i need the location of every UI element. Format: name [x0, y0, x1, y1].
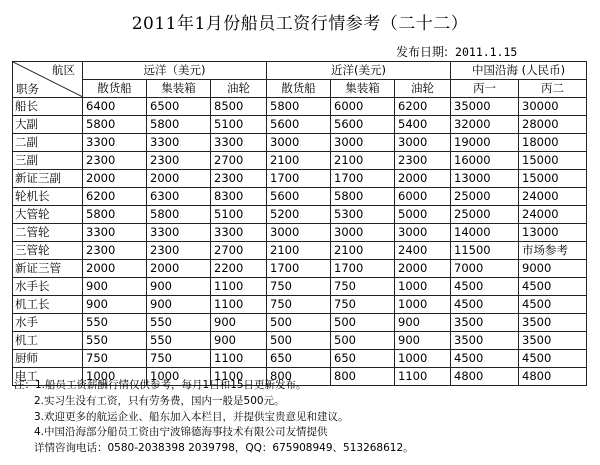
- wage-cell: 2300: [83, 242, 147, 260]
- wage-cell: 3300: [211, 224, 267, 242]
- wage-cell: 1100: [211, 278, 267, 296]
- wage-cell: 2000: [395, 170, 451, 188]
- wage-cell: 3000: [331, 224, 395, 242]
- row-position-label: 轮机长: [13, 188, 83, 206]
- subcolumn-header: 丙二: [519, 80, 587, 98]
- wage-cell: 2700: [211, 152, 267, 170]
- wage-cell: 5800: [147, 116, 211, 134]
- wage-cell: 500: [331, 314, 395, 332]
- table-row: [13, 134, 587, 152]
- row-position-label: 机工长: [13, 296, 83, 314]
- subcolumn-header: 集装箱: [147, 80, 211, 98]
- wage-cell: 900: [395, 314, 451, 332]
- wage-cell: 25000: [451, 206, 519, 224]
- wage-cell: 800: [331, 368, 395, 386]
- wage-cell: 3300: [211, 134, 267, 152]
- wage-cell: 5000: [395, 206, 451, 224]
- wage-cell: 1000: [395, 296, 451, 314]
- wage-table-body: [13, 98, 587, 386]
- wage-cell: 7000: [451, 260, 519, 278]
- publish-date-label: 发布日期:: [396, 45, 449, 59]
- page-title: 2011年1月份船员工资行情参考（二十二）: [131, 14, 469, 34]
- table-row: [13, 242, 587, 260]
- row-position-label: 新证三副: [13, 170, 83, 188]
- row-position-label: 三副: [13, 152, 83, 170]
- wage-cell: 2300: [83, 152, 147, 170]
- table-row: [13, 224, 587, 242]
- wage-cell: 5100: [211, 206, 267, 224]
- wage-cell: 2300: [211, 170, 267, 188]
- wage-cell: 3000: [395, 134, 451, 152]
- wage-cell: 6300: [147, 188, 211, 206]
- wage-cell: 500: [331, 332, 395, 350]
- table-row: [13, 296, 587, 314]
- row-position-label: 大管轮: [13, 206, 83, 224]
- wage-cell: 900: [147, 278, 211, 296]
- note-line: 3.欢迎更多的航运企业、船东加入本栏目，并提供宝贵意见和建议。: [34, 410, 349, 423]
- note-line: 注：1.船员工资薪酬行情仅供参考，每月1日和15日更新发布。: [14, 379, 307, 391]
- subcolumn-header: 集装箱: [331, 80, 395, 98]
- row-position-label: 三管轮: [13, 242, 83, 260]
- wage-cell: 32000: [451, 116, 519, 134]
- group-header-ocean: 远洋（美元): [83, 62, 267, 80]
- wage-cell: 750: [331, 296, 395, 314]
- group-header-nearsea: 近洋(美元): [267, 62, 451, 80]
- wage-cell: 4500: [519, 350, 587, 368]
- wage-cell: 2000: [83, 170, 147, 188]
- wage-cell: 3500: [451, 332, 519, 350]
- wage-cell: 2000: [395, 260, 451, 278]
- wage-cell: 5200: [267, 206, 331, 224]
- table-row: [13, 170, 587, 188]
- note-line: 详情咨询电话：0580-2038398 2039798，QQ：675908949、513268612。: [34, 442, 414, 455]
- wage-cell: 3000: [395, 224, 451, 242]
- table-row: [13, 314, 587, 332]
- wage-cell: 3000: [331, 134, 395, 152]
- wage-cell: 5300: [331, 206, 395, 224]
- wage-cell: 3300: [83, 224, 147, 242]
- wage-cell: 16000: [451, 152, 519, 170]
- wage-cell: 3500: [519, 332, 587, 350]
- wage-cell: 6400: [83, 98, 147, 116]
- wage-table: [12, 61, 587, 386]
- table-row: [13, 98, 587, 116]
- wage-cell: 2200: [211, 260, 267, 278]
- wage-cell: 4800: [451, 368, 519, 386]
- wage-cell: 750: [147, 350, 211, 368]
- wage-cell: 15000: [519, 152, 587, 170]
- wage-cell: 2300: [395, 152, 451, 170]
- table-row: [13, 206, 587, 224]
- wage-cell: 750: [267, 296, 331, 314]
- notes-section: [14, 378, 594, 457]
- wage-cell: 650: [331, 350, 395, 368]
- table-row: [13, 260, 587, 278]
- row-position-label: 电工: [13, 368, 83, 386]
- wage-cell: 8300: [211, 188, 267, 206]
- wage-cell: 4500: [519, 278, 587, 296]
- wage-cell: 4500: [519, 296, 587, 314]
- wage-cell: 19000: [451, 134, 519, 152]
- wage-cell: 5600: [267, 188, 331, 206]
- wage-cell: 550: [147, 314, 211, 332]
- subcolumn-header: 散货船: [267, 80, 331, 98]
- publish-date: [396, 43, 517, 60]
- group-header-row: [13, 62, 587, 80]
- subcolumn-header-row: [13, 80, 587, 98]
- publish-date-value: 2011.1.15: [455, 45, 518, 59]
- wage-cell: 1100: [211, 368, 267, 386]
- wage-cell: 500: [267, 314, 331, 332]
- wage-cell: 3000: [267, 224, 331, 242]
- corner-header: [13, 62, 83, 98]
- row-position-label: 船长: [13, 98, 83, 116]
- wage-cell: 3300: [83, 134, 147, 152]
- wage-cell: 2300: [147, 152, 211, 170]
- wage-cell: 18000: [519, 134, 587, 152]
- wage-cell: 24000: [519, 206, 587, 224]
- wage-cell: 750: [331, 278, 395, 296]
- wage-cell: 15000: [519, 170, 587, 188]
- wage-cell: 2100: [267, 152, 331, 170]
- wage-cell: 2100: [331, 242, 395, 260]
- wage-cell: 3300: [147, 134, 211, 152]
- wage-cell: 13000: [519, 224, 587, 242]
- wage-cell: 9000: [519, 260, 587, 278]
- table-row: [13, 116, 587, 134]
- wage-cell: 1100: [211, 350, 267, 368]
- wage-cell: 3500: [519, 314, 587, 332]
- row-position-label: 厨师: [13, 350, 83, 368]
- row-position-label: 水手长: [13, 278, 83, 296]
- wage-cell: 5800: [147, 206, 211, 224]
- table-row: [13, 350, 587, 368]
- wage-cell: 6000: [331, 98, 395, 116]
- subcolumn-header: 散货船: [83, 80, 147, 98]
- wage-cell: 650: [267, 350, 331, 368]
- wage-cell: 11500: [451, 242, 519, 260]
- wage-cell: 2000: [147, 170, 211, 188]
- wage-cell: 1100: [395, 368, 451, 386]
- subcolumn-header: 油轮: [211, 80, 267, 98]
- wage-cell: 35000: [451, 98, 519, 116]
- wage-cell: 5100: [211, 116, 267, 134]
- table-row: [13, 278, 587, 296]
- wage-cell: 2100: [331, 152, 395, 170]
- wage-cell: 3500: [451, 314, 519, 332]
- wage-cell: 6000: [395, 188, 451, 206]
- wage-cell: 900: [211, 332, 267, 350]
- wage-cell: 30000: [519, 98, 587, 116]
- wage-cell: 25000: [451, 188, 519, 206]
- wage-cell: 2000: [147, 260, 211, 278]
- wage-cell: 5600: [331, 116, 395, 134]
- corner-position-label: 职务: [16, 82, 39, 96]
- wage-cell: 2300: [147, 242, 211, 260]
- wage-cell: 1000: [83, 368, 147, 386]
- wage-cell: 500: [267, 332, 331, 350]
- row-position-label: 新证三管: [13, 260, 83, 278]
- row-position-label: 水手: [13, 314, 83, 332]
- wage-cell: 750: [83, 350, 147, 368]
- wage-cell: 4500: [451, 350, 519, 368]
- subcolumn-header: 丙一: [451, 80, 519, 98]
- wage-cell: 5400: [395, 116, 451, 134]
- wage-cell: 550: [83, 332, 147, 350]
- wage-cell: 5800: [331, 188, 395, 206]
- wage-cell: 4500: [451, 278, 519, 296]
- row-position-label: 二副: [13, 134, 83, 152]
- wage-cell: 900: [83, 278, 147, 296]
- wage-cell: 市场参考: [519, 242, 587, 260]
- wage-cell: 900: [395, 332, 451, 350]
- wage-cell: 2400: [395, 242, 451, 260]
- wage-cell: 8500: [211, 98, 267, 116]
- wage-cell: 5800: [267, 98, 331, 116]
- wage-cell: 1000: [395, 350, 451, 368]
- table-row: [13, 332, 587, 350]
- wage-cell: 800: [267, 368, 331, 386]
- row-position-label: 机工: [13, 332, 83, 350]
- wage-cell: 28000: [519, 116, 587, 134]
- group-header-coastal: 中国沿海 (人民币): [451, 62, 587, 80]
- wage-cell: 1000: [395, 278, 451, 296]
- wage-cell: 1000: [147, 368, 211, 386]
- wage-cell: 1700: [267, 260, 331, 278]
- wage-cell: 2100: [267, 242, 331, 260]
- note-line: 2.实习生没有工资，只有劳务费，国内一般是500元。: [34, 394, 285, 407]
- wage-cell: 5800: [83, 116, 147, 134]
- wage-cell: 6200: [83, 188, 147, 206]
- wage-cell: 4800: [519, 368, 587, 386]
- wage-cell: 6500: [147, 98, 211, 116]
- corner-route-label: 航区: [52, 63, 75, 77]
- wage-cell: 13000: [451, 170, 519, 188]
- wage-cell: 3000: [267, 134, 331, 152]
- wage-cell: 900: [83, 296, 147, 314]
- wage-cell: 900: [147, 296, 211, 314]
- wage-cell: 750: [267, 278, 331, 296]
- wage-cell: 1700: [331, 260, 395, 278]
- wage-cell: 550: [147, 332, 211, 350]
- note-line: 4.中国沿海部分船员工资由宁波锦德海事技术有限公司友情提供: [34, 426, 328, 439]
- row-position-label: 大副: [13, 116, 83, 134]
- wage-cell: 900: [211, 314, 267, 332]
- wage-cell: 4500: [451, 296, 519, 314]
- wage-cell: 5800: [83, 206, 147, 224]
- wage-cell: 3300: [147, 224, 211, 242]
- wage-cell: 6200: [395, 98, 451, 116]
- wage-cell: 14000: [451, 224, 519, 242]
- wage-cell: 2700: [211, 242, 267, 260]
- table-row: [13, 152, 587, 170]
- wage-cell: 1700: [267, 170, 331, 188]
- wage-cell: 24000: [519, 188, 587, 206]
- row-position-label: 二管轮: [13, 224, 83, 242]
- wage-cell: 1100: [211, 296, 267, 314]
- table-row: [13, 188, 587, 206]
- wage-cell: 5600: [267, 116, 331, 134]
- subcolumn-header: 油轮: [395, 80, 451, 98]
- wage-cell: 1700: [331, 170, 395, 188]
- wage-cell: 2000: [83, 260, 147, 278]
- wage-cell: 550: [83, 314, 147, 332]
